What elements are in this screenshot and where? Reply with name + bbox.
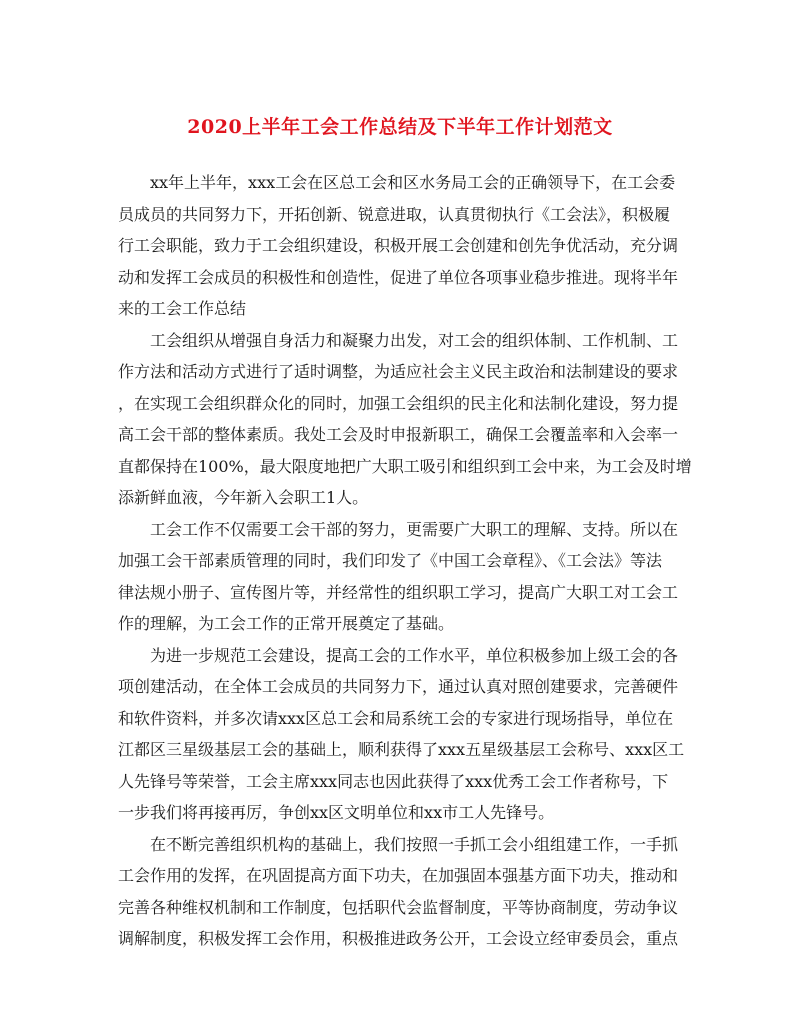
text-line: 作的理解，为工会工作的正常开展奠定了基础。: [118, 614, 455, 633]
paragraph-support: [118, 514, 690, 640]
paragraph-mechanism: [118, 829, 690, 955]
text-line: 江都区三星级基层工会的基础上，顺利获得了xxx五星级基层工会称号、xxx区工: [118, 740, 685, 759]
text-line: 和软件资料，并多次请xxx区总工会和局系统工会的专家进行现场指导，单位在: [118, 708, 674, 728]
text-line: 完善各种维权机制和工作制度，包括职代会监督制度，平等协商制度，劳动争议: [118, 897, 679, 917]
text-line: 在不断完善组织机构的基础上，我们按照一手抓工会小组组建工作，一手抓: [150, 834, 679, 854]
text-line: 行工会职能，致力于工会组织建设，积极开展工会创建和创先争优活动，充分调: [118, 236, 679, 255]
text-line: 作方法和活动方式进行了适时调整，为适应社会主义民主政治和法制建设的要求: [118, 362, 679, 381]
text-line: 项创建活动，在全体工会成员的共同努力下，通过认真对照创建要求，完善硬件: [118, 677, 679, 696]
text-line: xx年上半年，xxx工会在区总工会和区水务局工会的正确领导下，在工会委: [150, 173, 676, 192]
text-line: 高工会干部的整体素质。我处工会及时申报新职工，确保工会覆盖率和入会率一: [118, 425, 679, 444]
paragraph-organization: [118, 325, 690, 514]
text-line: 加强工会干部素质管理的同时，我们印发了《中国工会章程》、《工会法》等法: [118, 551, 663, 570]
text-line: 律法规小册子、宣传图片等，并经常性的组织职工学习，提高广大职工对工会工: [118, 582, 679, 602]
paragraph-standardization: [118, 640, 690, 829]
text-line: 直都保持在100%，最大限度地把广大职工吸引和组织到工会中来，为工会及时增: [118, 456, 692, 476]
text-line: 调解制度，积极发挥工会作用，积极推进政务公开，工会设立经审委员会，重点: [118, 929, 679, 948]
text-line: 动和发挥工会成员的积极性和创造性，促进了单位各项事业稳步推进。现将半年: [118, 267, 679, 287]
text-line: 员成员的共同努力下，开拓创新、锐意进取，认真贯彻执行《工会法》，积极履: [118, 204, 671, 224]
document-body: [118, 167, 690, 955]
text-line: 工会工作不仅需要工会干部的努力，更需要广大职工的理解、支持。所以在: [150, 519, 679, 539]
text-line: 来的工会工作总结: [118, 299, 247, 318]
text-line: 为进一步规范工会建设，提高工会的工作水平，单位积极参加上级工会的各: [150, 645, 679, 665]
document-title: 2020上半年工会工作总结及下半年工作计划范文: [187, 116, 613, 138]
text-line: 人先锋号等荣誉，工会主席xxx同志也因此获得了xxx优秀工会工作者称号，下: [118, 771, 669, 791]
text-line: 工会作用的发挥，在巩固提高方面下功夫，在加强固本强基方面下功夫，推动和: [118, 866, 679, 885]
text-line: 一步我们将再接再厉，争创xx区文明单位和xx市工人先锋号。: [118, 803, 555, 822]
text-line: ，在实现工会组织群众化的同时，加强工会组织的民主化和法制化建设，努力提: [118, 393, 679, 413]
text-line: 工会组织从增强自身活力和凝聚力出发，对工会的组织体制、工作机制、工: [150, 330, 679, 350]
text-line: 添新鲜血液，今年新入会职工1人。: [118, 488, 369, 507]
paragraph-intro: [118, 167, 690, 325]
